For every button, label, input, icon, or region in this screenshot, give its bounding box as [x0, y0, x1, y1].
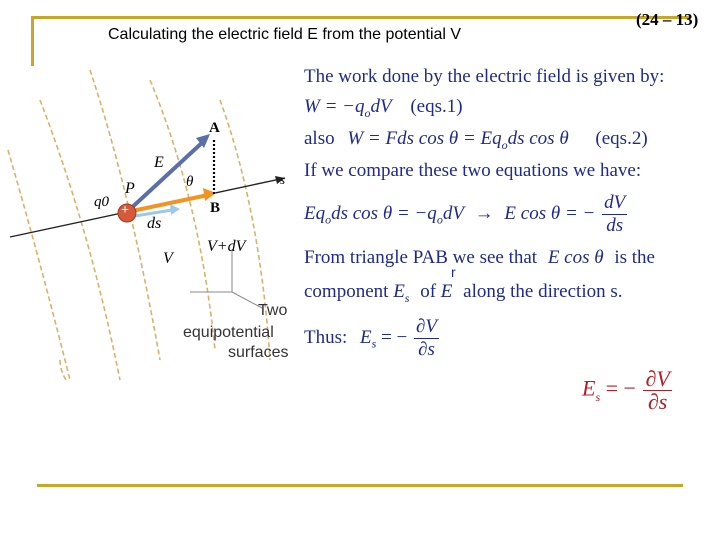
eq3-denominator: ds — [606, 215, 624, 236]
final-lhs: E — [582, 375, 596, 401]
eq2-also: also — [304, 128, 335, 149]
eq3-numerator: dV — [604, 192, 626, 213]
equipotential-diagram — [0, 60, 300, 380]
triangle-line — [304, 247, 655, 269]
intro-line: The work done by the electric field is given by: — [304, 66, 665, 87]
caption-leader-1 — [190, 250, 232, 292]
thus-line — [304, 316, 441, 361]
thus-lhs-sub: s — [371, 336, 377, 351]
eq1-sub: o — [364, 105, 371, 120]
eq3-sub2: o — [436, 212, 443, 227]
eq3-b: ds cos θ = −q — [331, 202, 437, 224]
frame-bottom-line — [37, 484, 683, 487]
thus-numerator: ∂V — [416, 316, 437, 337]
component-of: of — [420, 281, 437, 302]
compare-line: If we compare these two equations we have: — [304, 160, 642, 181]
thus-fraction — [414, 316, 439, 361]
final-fraction — [643, 368, 671, 413]
component-text-a: component — [304, 281, 389, 302]
motion-arrowhead — [170, 204, 180, 215]
label-q0: q0 — [94, 194, 109, 210]
final-lhs-sub: s — [595, 389, 601, 404]
vector-r-mark: r — [451, 264, 456, 280]
triangle-text-a: From triangle PAB we see that — [304, 247, 538, 268]
frame-top-line — [31, 16, 691, 19]
label-s: s — [280, 172, 286, 187]
slide-title: Calculating the electric field E from the potential V — [108, 26, 462, 43]
caption-two: Two — [258, 302, 288, 319]
caption-surfaces: surfaces — [228, 344, 289, 361]
eq3-c: dV — [442, 202, 464, 224]
eq3-d: E cos θ = − — [504, 202, 596, 224]
thus-denominator: ∂s — [418, 339, 435, 360]
eq1-tag: (eqs.1) — [410, 96, 463, 117]
eq3-sub1: o — [325, 212, 332, 227]
eq2-sub: o — [501, 137, 508, 152]
eq3-arrow: → — [474, 202, 494, 224]
final-numerator: ∂V — [645, 366, 670, 391]
eq2-a: W = Fds cos θ = Eq — [347, 128, 502, 149]
label-p: P — [125, 180, 135, 197]
eq3-fraction — [602, 192, 627, 237]
final-eq: = − — [605, 375, 636, 401]
triangle-text-b: is the — [614, 247, 655, 268]
component-es-sub: s — [404, 290, 410, 305]
component-line — [304, 281, 623, 306]
label-v-plus-dv: V+dV — [207, 238, 246, 255]
eq2-b: ds cos θ — [507, 128, 569, 149]
triangle-expr: E cos θ — [547, 247, 604, 268]
equipotential-curve-5 — [220, 100, 270, 360]
equipotential-curve-2 — [40, 100, 120, 380]
equation-2 — [304, 128, 648, 153]
final-result — [582, 368, 674, 413]
eq2-tag: (eqs.2) — [595, 128, 648, 149]
component-es: E — [393, 281, 405, 302]
component-text-b: along the direction s. — [463, 281, 623, 302]
eq1-lhs: W = −q — [304, 96, 365, 117]
eq1-rhs: dV — [370, 96, 392, 117]
label-b: B — [210, 200, 221, 216]
component-e: E — [440, 281, 453, 302]
label-e: E — [154, 154, 164, 171]
slide-number: (24 – 13) — [636, 10, 699, 29]
eq3-a: Eq — [304, 202, 326, 224]
label-plus: + — [121, 203, 129, 218]
label-theta: θ — [186, 174, 194, 190]
equation-3 — [304, 192, 629, 237]
label-ds: ds — [147, 215, 162, 232]
equation-1 — [304, 96, 463, 121]
label-v: V — [163, 250, 173, 267]
final-denominator: ∂s — [647, 389, 668, 414]
thus-lhs: E — [360, 326, 372, 348]
thus-eq: = − — [381, 326, 408, 348]
thus-label: Thus: — [304, 326, 348, 348]
equipotential-curve-1 — [8, 150, 70, 380]
frame-left-line — [31, 16, 34, 66]
caption-equipotential: equipotential — [183, 324, 274, 341]
label-a: A — [209, 120, 220, 136]
